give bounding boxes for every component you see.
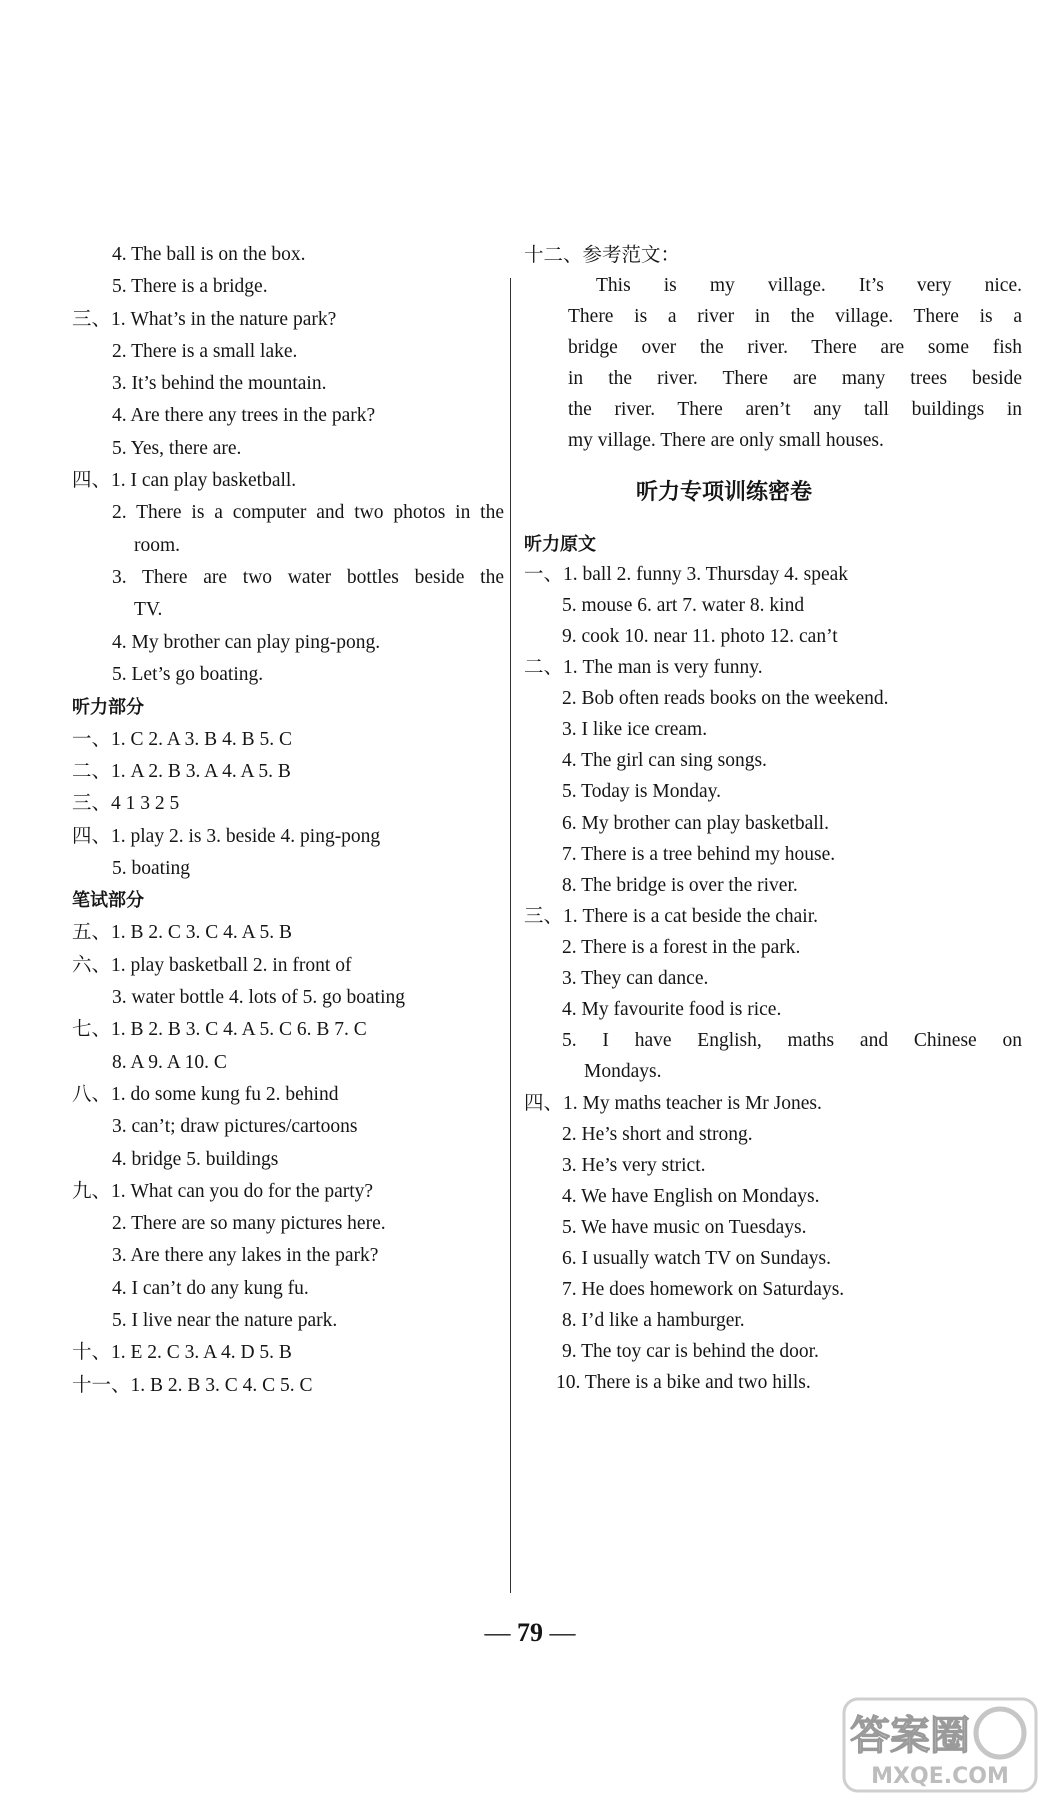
watermark-top-text: 答案圈 — [850, 1713, 970, 1759]
script-line: 二、1. The man is very funny. — [524, 657, 763, 678]
answer-line: 六、1. play basketball 2. in front of — [72, 955, 352, 976]
script-line: 5. I have English, maths and Chinese on — [562, 1030, 1022, 1051]
answer-line: 七、1. B 2. B 3. C 4. A 5. C 6. B 7. C — [72, 1019, 367, 1040]
script-line: 8. The bridge is over the river. — [562, 875, 798, 896]
script-line: 10. There is a bike and two hills. — [556, 1372, 811, 1393]
answer-line: 四、1. I can play basketball. — [72, 470, 297, 491]
script-line: 5. Today is Monday. — [562, 781, 721, 802]
answer-line: 5. boating — [112, 858, 190, 879]
essay-line: This is my village. It’s very nice. — [596, 275, 1022, 296]
left-column — [0, 0, 505, 1800]
answer-line: 一、1. C 2. A 3. B 4. B 5. C — [72, 729, 292, 750]
section-heading-written: 笔试部分 — [72, 890, 144, 911]
answer-line: 5. Let’s go boating. — [112, 664, 264, 685]
answer-line: 八、1. do some kung fu 2. behind — [72, 1084, 339, 1105]
essay-line: in the river. There are many trees beside — [568, 368, 1022, 389]
answer-line: 3. can’t; draw pictures/cartoons — [112, 1116, 358, 1137]
column-divider — [510, 278, 511, 1593]
page-number-dash-right: — — [549, 1618, 576, 1647]
script-line: 6. I usually watch TV on Sundays. — [562, 1248, 832, 1269]
right-column — [516, 0, 1046, 1800]
answer-line: 二、1. A 2. B 3. A 4. A 5. B — [72, 761, 291, 782]
script-line: Mondays. — [584, 1061, 662, 1082]
answer-line: 3. Are there any lakes in the park? — [112, 1245, 379, 1266]
section-heading-listening: 听力部分 — [72, 697, 144, 718]
answer-line: 3. water bottle 4. lots of 5. go boating — [112, 987, 405, 1008]
answer-line: 4. Are there any trees in the park? — [112, 405, 376, 426]
essay-line: There is a river in the village. There is a — [568, 306, 1022, 327]
script-line: 6. My brother can play basketball. — [562, 813, 829, 834]
essay-heading: 十二、参考范文： — [524, 245, 681, 266]
page-number-value: 79 — [517, 1618, 543, 1647]
page-number-dash-left: — — [484, 1618, 511, 1647]
answer-line: 三、4 1 3 2 5 — [72, 793, 180, 814]
site-watermark-logo — [840, 1695, 1040, 1795]
answer-line: 8. A 9. A 10. C — [112, 1052, 227, 1073]
script-line: 3. They can dance. — [562, 968, 709, 989]
script-line: 4. My favourite food is rice. — [562, 999, 782, 1020]
script-line: 一、1. ball 2. funny 3. Thursday 4. speak — [524, 564, 849, 585]
answer-line: 2. There is a computer and two photos in the — [112, 502, 504, 523]
answer-line: 九、1. What can you do for the party? — [72, 1181, 374, 1202]
answer-line: 五、1. B 2. C 3. C 4. A 5. B — [72, 922, 292, 943]
script-line: 2. There is a forest in the park. — [562, 937, 801, 958]
script-line: 5. We have music on Tuesdays. — [562, 1217, 807, 1238]
answer-line: 十、1. E 2. C 3. A 4. D 5. B — [72, 1342, 292, 1363]
answer-line: room. — [134, 535, 181, 556]
essay-line: the river. There aren’t any tall buildings in — [568, 399, 1022, 420]
script-line: 9. cook 10. near 11. photo 12. can’t — [562, 626, 838, 647]
answer-line: 三、1. What’s in the nature park? — [72, 309, 337, 330]
script-line: 3. I like ice cream. — [562, 719, 708, 740]
answer-line: 4. I can’t do any kung fu. — [112, 1278, 309, 1299]
answer-line: 4. The ball is on the box. — [112, 244, 306, 265]
essay-line: bridge over the river. There are some fish — [568, 337, 1022, 358]
answer-line: 5. Yes, there are. — [112, 438, 242, 459]
answer-line: TV. — [134, 599, 163, 620]
answer-line: 3. There are two water bottles beside the — [112, 567, 504, 588]
answer-line: 2. There are so many pictures here. — [112, 1213, 386, 1234]
script-line: 4. We have English on Mondays. — [562, 1186, 820, 1207]
section-title: 听力专项训练密卷 — [636, 480, 813, 505]
answer-line: 5. I live near the nature park. — [112, 1310, 338, 1331]
watermark-bottom-text: MXQE.COM — [871, 1764, 1009, 1789]
answer-line: 十一、1. B 2. B 3. C 4. C 5. C — [72, 1375, 313, 1396]
script-line: 2. Bob often reads books on the weekend. — [562, 688, 889, 709]
answer-line: 4. bridge 5. buildings — [112, 1149, 279, 1170]
script-line: 7. There is a tree behind my house. — [562, 844, 836, 865]
answer-line: 2. There is a small lake. — [112, 341, 298, 362]
script-line: 4. The girl can sing songs. — [562, 750, 767, 771]
answer-line: 5. There is a bridge. — [112, 276, 268, 297]
script-line: 3. He’s very strict. — [562, 1155, 706, 1176]
script-line: 7. He does homework on Saturdays. — [562, 1279, 845, 1300]
watermark-graphic — [840, 1695, 1040, 1795]
answer-line: 四、1. play 2. is 3. beside 4. ping-pong — [72, 826, 381, 847]
script-line: 5. mouse 6. art 7. water 8. kind — [562, 595, 805, 616]
script-line: 8. I’d like a hamburger. — [562, 1310, 745, 1331]
script-line: 2. He’s short and strong. — [562, 1124, 753, 1145]
script-line: 四、1. My maths teacher is Mr Jones. — [524, 1093, 822, 1114]
answer-line: 4. My brother can play ping-pong. — [112, 632, 381, 653]
script-line: 9. The toy car is behind the door. — [562, 1341, 819, 1362]
script-line: 三、1. There is a cat beside the chair. — [524, 906, 819, 927]
essay-line: my village. There are only small houses. — [568, 430, 884, 451]
page-number — [470, 1617, 590, 1649]
section-heading-script: 听力原文 — [524, 534, 596, 555]
answer-line: 3. It’s behind the mountain. — [112, 373, 327, 394]
